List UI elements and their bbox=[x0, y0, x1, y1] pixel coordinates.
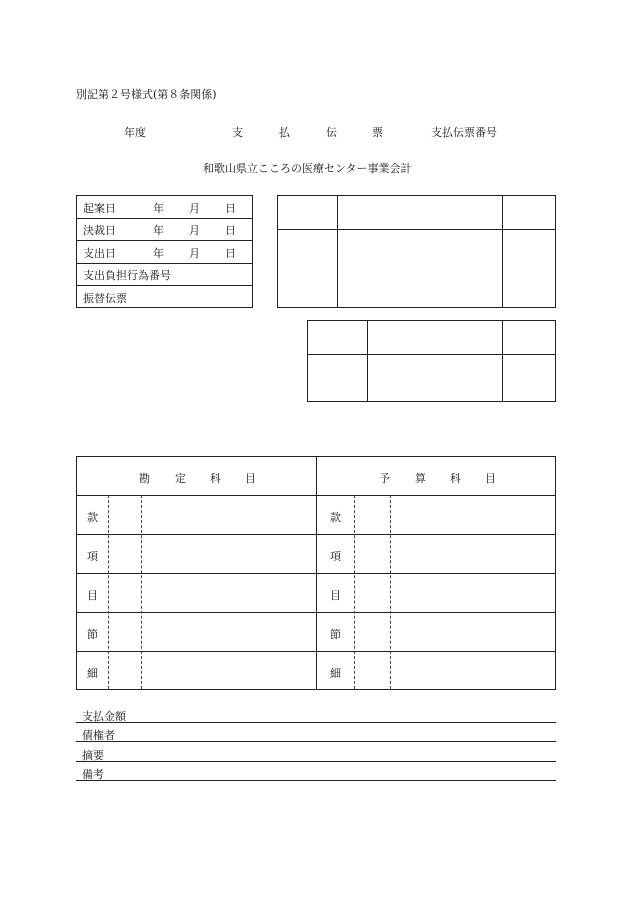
account-row-label: 細 bbox=[87, 667, 98, 680]
info-year: 年 bbox=[153, 224, 164, 237]
account-header-char: 科 bbox=[210, 472, 221, 485]
budget-row-label: 款 bbox=[330, 511, 341, 524]
budget-header-char: 目 bbox=[485, 472, 496, 485]
form-reference: 別記第２号様式(第８条関係) bbox=[76, 88, 217, 101]
account-header-char: 目 bbox=[245, 472, 256, 485]
budget-row-label: 項 bbox=[330, 550, 341, 563]
summary-label: 摘要 bbox=[82, 749, 104, 762]
secondary-stamp-box bbox=[307, 320, 556, 402]
info-row-label: 支出負担行為番号 bbox=[83, 269, 171, 282]
account-row-label: 目 bbox=[87, 589, 98, 602]
creditor-label: 債権者 bbox=[82, 729, 115, 742]
account-budget-table bbox=[76, 456, 556, 690]
info-day: 日 bbox=[225, 224, 236, 237]
budget-row-label: 目 bbox=[330, 589, 341, 602]
info-row-label: 決裁日 bbox=[83, 224, 116, 237]
budget-row-label: 節 bbox=[330, 628, 341, 641]
title-char-3: 伝 bbox=[326, 126, 337, 139]
voucher-number-label: 支払伝票番号 bbox=[431, 126, 497, 139]
payment-amount-label: 支払金額 bbox=[82, 710, 126, 723]
info-row-label: 起案日 bbox=[83, 202, 116, 215]
organization-title: 和歌山県立こころの医療センター事業会計 bbox=[203, 162, 412, 175]
info-month: 月 bbox=[189, 202, 200, 215]
account-row-label: 節 bbox=[87, 628, 98, 641]
remarks-label: 備考 bbox=[82, 768, 104, 781]
fiscal-year-label: 年度 bbox=[124, 126, 146, 139]
title-char-1: 支 bbox=[232, 126, 243, 139]
account-row-label: 款 bbox=[87, 511, 98, 524]
info-month: 月 bbox=[189, 224, 200, 237]
budget-header-char: 予 bbox=[379, 472, 390, 485]
budget-header-char: 算 bbox=[415, 472, 426, 485]
budget-header-char: 科 bbox=[450, 472, 461, 485]
info-year: 年 bbox=[153, 247, 164, 260]
account-header-char: 定 bbox=[175, 472, 186, 485]
account-header-char: 勘 bbox=[139, 472, 150, 485]
info-table bbox=[76, 195, 253, 308]
title-char-2: 払 bbox=[279, 126, 290, 139]
title-char-4: 票 bbox=[372, 126, 383, 139]
info-row-label: 振替伝票 bbox=[83, 292, 127, 305]
approval-stamp-box bbox=[277, 195, 556, 308]
info-month: 月 bbox=[189, 247, 200, 260]
budget-row-label: 細 bbox=[330, 667, 341, 680]
account-row-label: 項 bbox=[87, 550, 98, 563]
info-year: 年 bbox=[153, 202, 164, 215]
info-day: 日 bbox=[225, 247, 236, 260]
info-day: 日 bbox=[225, 202, 236, 215]
info-row-label: 支出日 bbox=[83, 247, 116, 260]
